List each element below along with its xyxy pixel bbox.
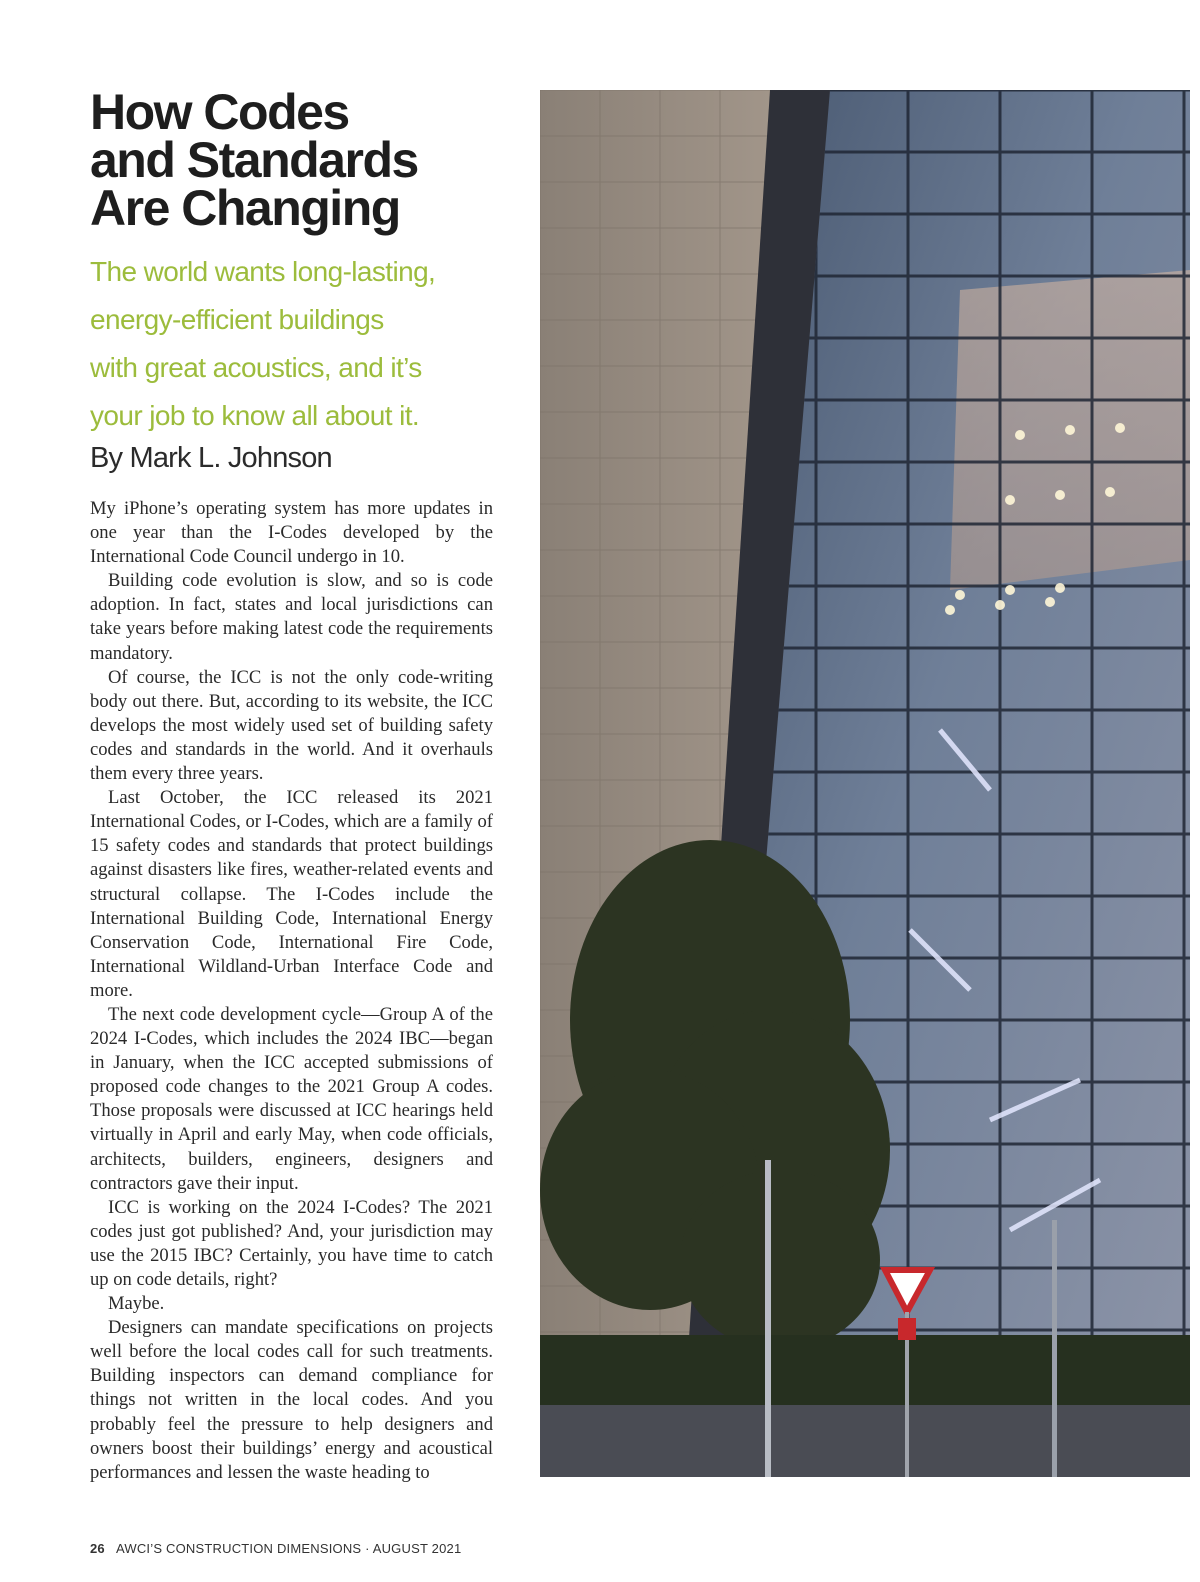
publication-info: AWCI’S CONSTRUCTION DIMENSIONS · AUGUST 2021 (115, 1541, 462, 1556)
deck-line: with great acoustics, and it’s (90, 352, 422, 383)
page-number: 26 (90, 1541, 105, 1556)
body-paragraph: ICC is working on the 2024 I-Codes? The 2021 codes just got published? And, your jurisdiction may use the 2015 IBC? Certainly, you have time to catch up on code details, right? (90, 1196, 493, 1290)
article-headline (90, 84, 520, 236)
body-paragraph: Last October, the ICC released its 2021 International Codes, or I-Codes, which are a family of 15 safety codes and standards that protect buildings against disasters like fires, weather-related events and structural collapse. The I-Codes include the International Building Code, International Energy Conservation Code, International Fire Code, International Wildland-Urban Interface Code and more. (90, 787, 493, 1001)
deck-line: energy-efficient buildings (90, 304, 384, 335)
article-byline: By Mark L. Johnson (90, 442, 332, 474)
body-paragraph: The next code development cycle—Group A of the 2024 I-Codes, which includes the 2024 IBC—began in January, when the ICC accepted submissions of proposed code changes to the 2021 Group A codes. Those proposals were discussed at ICC hearings held virtually in April and early May, when code officials, architects, builders, engineers, designers and contractors gave their input. (90, 1003, 493, 1194)
deck-line: your job to know all about it. (90, 400, 420, 431)
body-paragraph: Maybe. (108, 1293, 165, 1315)
headline-line: How Codes (90, 84, 349, 140)
article-deck (90, 248, 510, 440)
building-illustration (540, 90, 1190, 1477)
body-paragraph: My iPhone’s operating system has more updates in one year than the I-Codes developed by the International Code Council undergo in 10. (90, 498, 493, 568)
body-paragraph: Of course, the ICC is not the only code-writing body out there. But, according to its website, the ICC develops the most widely used set of building safety codes and standards in the world. And it overhauls them every three years. (90, 666, 493, 785)
body-paragraph: Designers can mandate specifications on projects well before the local codes call for such treatments. Building inspectors can demand compliance for things not written in the local codes. And you probably feel the pressure to help designers and owners boost their buildings’ energy and acoustical performances and lessen the waste heading to (90, 1317, 493, 1483)
headline-line: and Standards (90, 132, 418, 188)
article-body (90, 497, 493, 1485)
body-paragraph: Building code evolution is slow, and so is code adoption. In fact, states and local jurisdictions can take years before making latest code the requirements mandatory. (90, 570, 493, 664)
deck-line: The world wants long-lasting, (90, 256, 436, 287)
building-photo (540, 90, 1190, 1477)
page-footer (90, 1541, 461, 1556)
headline-line: Are Changing (90, 180, 400, 236)
